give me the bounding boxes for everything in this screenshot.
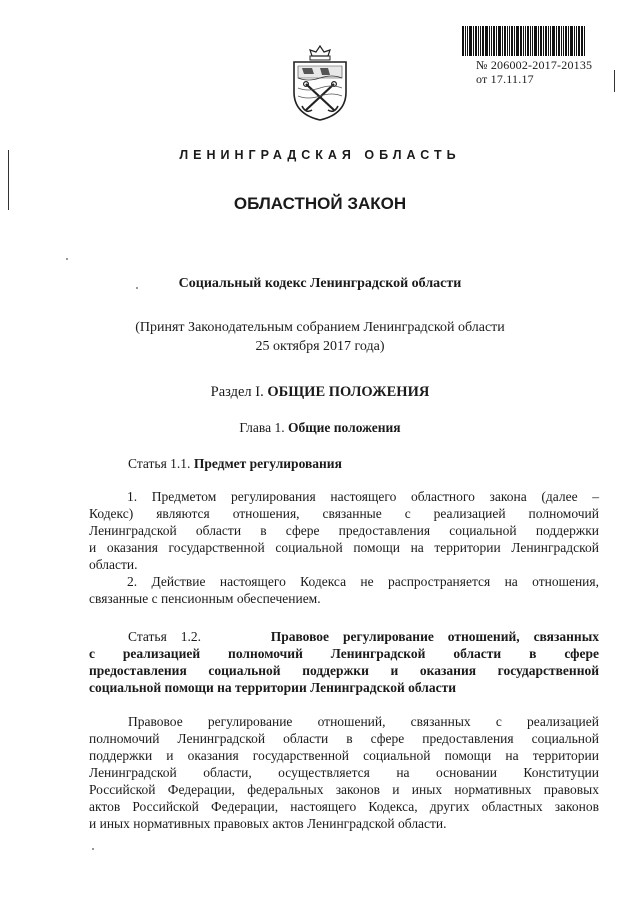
barcode-bar bbox=[498, 26, 501, 56]
paragraph-line: Российской Федерации, федеральных законов и иных нормативных правовых bbox=[89, 782, 599, 797]
barcode-bar bbox=[504, 26, 506, 56]
coat-of-arms-icon bbox=[290, 44, 350, 122]
barcode-bar bbox=[473, 26, 474, 56]
barcode-bar bbox=[467, 26, 468, 56]
adoption-note-line: 25 октября 2017 года) bbox=[255, 339, 385, 354]
article-heading bbox=[128, 456, 342, 472]
article-title: Предмет регулирования bbox=[193, 456, 342, 471]
article-heading-line: с реализацией полномочий Ленинградской области в сфере bbox=[89, 646, 599, 661]
barcode-bar bbox=[527, 26, 529, 56]
barcode-bar bbox=[511, 26, 513, 56]
adoption-note-line: (Принят Законодательным собранием Ленинградской области bbox=[135, 320, 505, 335]
chapter-heading bbox=[0, 420, 640, 436]
barcode-bar bbox=[530, 26, 531, 56]
barcode-bar bbox=[516, 26, 519, 56]
barcode-bar bbox=[534, 26, 537, 56]
paragraph-line: Правовое регулирование отношений, связанных с реализацией bbox=[128, 714, 599, 729]
region-title: ЛЕНИНГРАДСКАЯ ОБЛАСТЬ bbox=[179, 148, 461, 162]
article-title: Правовое регулирование отношений, связанных bbox=[270, 629, 600, 644]
paragraph bbox=[89, 713, 599, 832]
barcode-bar bbox=[465, 26, 466, 56]
barcode-bar bbox=[543, 26, 544, 56]
section-heading bbox=[0, 384, 640, 401]
barcode-bar bbox=[509, 26, 510, 56]
barcode-bar bbox=[532, 26, 533, 56]
law-type-heading: ОБЛАСТНОЙ ЗАКОН bbox=[233, 194, 407, 213]
scan-artifact-dot bbox=[92, 848, 94, 850]
paragraph-line: Ленинградской области, осуществляется на основании Конституции bbox=[89, 765, 599, 780]
paragraph-line: полномочий Ленинградской области в сфере предоставления социальной bbox=[89, 731, 599, 746]
barcode-bar bbox=[489, 26, 490, 56]
barcode-bar bbox=[574, 26, 575, 56]
barcode-bar bbox=[480, 26, 481, 56]
article-heading-line: социальной помощи на территории Ленинградской области bbox=[89, 680, 457, 695]
section-title: ОБЩИЕ ПОЛОЖЕНИЯ bbox=[267, 384, 430, 400]
article-heading bbox=[89, 628, 599, 696]
barcode-bar bbox=[568, 26, 569, 56]
barcode-bar bbox=[478, 26, 479, 56]
article-heading-line bbox=[89, 628, 599, 645]
barcode-bar bbox=[485, 26, 488, 56]
barcode-bar bbox=[514, 26, 515, 56]
barcode-bar bbox=[550, 26, 551, 56]
chapter-prefix: Глава 1. bbox=[239, 420, 285, 435]
barcode bbox=[462, 26, 612, 56]
barcode-bar bbox=[545, 26, 547, 56]
barcode-bar bbox=[496, 26, 497, 56]
article-prefix: Статья 1.2. bbox=[128, 629, 201, 644]
registration-number: № 206002-2017-20135 bbox=[476, 58, 593, 72]
paragraph-line: Кодекс) являются отношения, связанные с реализацией полномочий bbox=[89, 506, 599, 521]
adoption-note bbox=[80, 318, 560, 356]
barcode-bar bbox=[540, 26, 542, 56]
barcode-bar bbox=[482, 26, 484, 56]
barcode-bar bbox=[581, 26, 583, 56]
law-title: Социальный кодекс Ленинградской области bbox=[178, 276, 462, 291]
scan-artifact-dot bbox=[66, 258, 68, 260]
barcode-bar bbox=[578, 26, 580, 56]
barcode-bar bbox=[469, 26, 472, 56]
barcode-bar bbox=[570, 26, 573, 56]
barcode-bar bbox=[462, 26, 464, 56]
barcode-bar bbox=[565, 26, 567, 56]
barcode-bar bbox=[552, 26, 555, 56]
paragraph-line: Ленинградской области в сфере предоставления социальной поддержки bbox=[89, 523, 599, 538]
barcode-bar bbox=[538, 26, 539, 56]
barcode-bar bbox=[563, 26, 564, 56]
barcode-bar bbox=[502, 26, 503, 56]
barcode-bar bbox=[525, 26, 526, 56]
barcode-bar bbox=[561, 26, 562, 56]
barcode-bar bbox=[556, 26, 557, 56]
barcode-bar bbox=[523, 26, 524, 56]
chapter-title: Общие положения bbox=[287, 420, 401, 435]
paragraph bbox=[89, 488, 599, 573]
paragraph bbox=[89, 573, 599, 607]
paragraph-line: 1. Предметом регулирования настоящего областного закона (далее – bbox=[127, 489, 599, 504]
paragraph-line: поддержки и оказания государственной социальной помощи на территории bbox=[89, 748, 599, 763]
barcode-bar bbox=[548, 26, 549, 56]
section-prefix: Раздел I. bbox=[210, 384, 264, 400]
article-heading-line: предоставления социальной поддержки и оказания государственной bbox=[89, 663, 599, 678]
paragraph-line: и оказания государственной социальной помощи на территории Ленинградской bbox=[89, 540, 599, 555]
paragraph-line: актов Российской Федерации, настоящего Кодекса, других областных законов bbox=[89, 799, 599, 814]
registration-date: от 17.11.17 bbox=[476, 72, 534, 86]
barcode-bar bbox=[520, 26, 522, 56]
barcode-bar bbox=[507, 26, 508, 56]
barcode-bar bbox=[491, 26, 492, 56]
barcode-bar bbox=[584, 26, 585, 56]
barcode-bar bbox=[493, 26, 495, 56]
paragraph-line: 2. Действие настоящего Кодекса не распространяется на отношения, bbox=[127, 574, 599, 589]
paragraph-line: связанные с пенсионным обеспечением. bbox=[89, 591, 321, 606]
paragraph-line: и иных нормативных правовых актов Ленинградской области. bbox=[89, 816, 447, 831]
paragraph-line: области. bbox=[89, 557, 138, 572]
article-prefix: Статья 1.1. bbox=[128, 456, 191, 471]
barcode-bar bbox=[576, 26, 577, 56]
barcode-bar bbox=[558, 26, 560, 56]
scan-artifact-line bbox=[614, 70, 615, 92]
barcode-bar bbox=[475, 26, 477, 56]
